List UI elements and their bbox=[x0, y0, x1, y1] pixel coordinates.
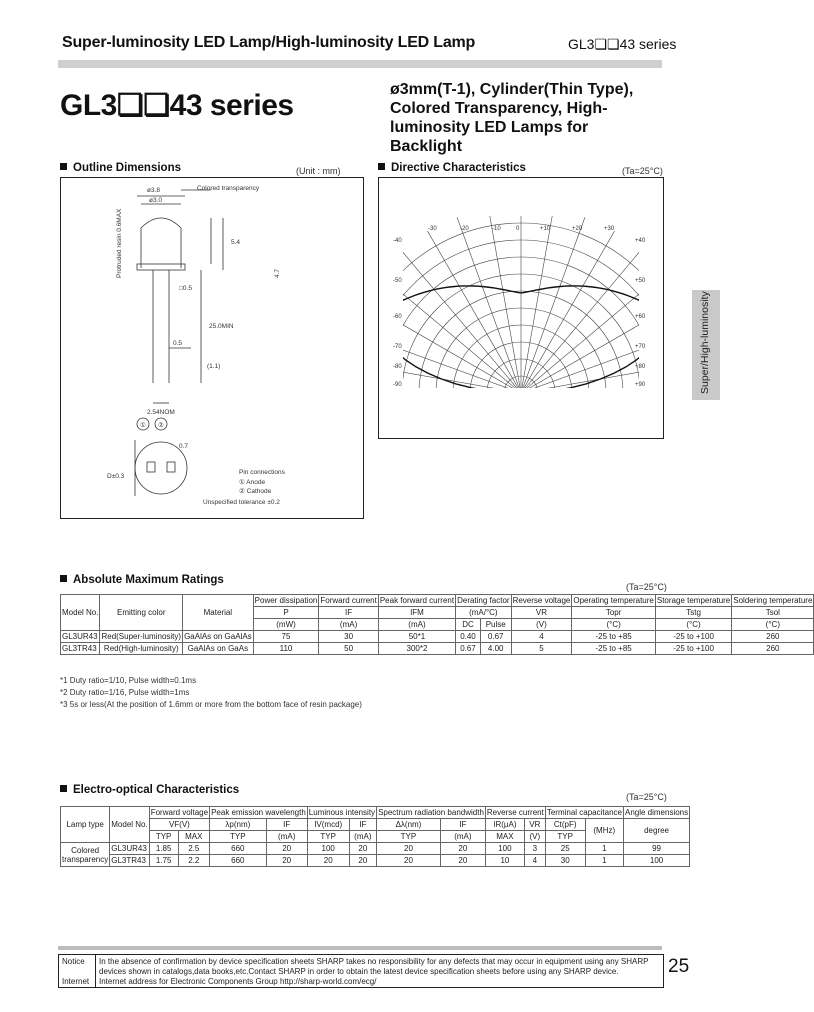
dim-label: 5.4 bbox=[231, 239, 241, 246]
pin-pad bbox=[147, 462, 155, 472]
th-if: IF bbox=[349, 819, 376, 831]
angle-label: -20 bbox=[460, 226, 469, 232]
table-row bbox=[61, 643, 814, 655]
th-peak: Peak forward current bbox=[379, 596, 455, 605]
polar-spoke bbox=[378, 273, 521, 393]
cell-opr: -25 to +85 bbox=[572, 631, 656, 643]
cell-lp: 660 bbox=[210, 855, 267, 867]
cell-fwd: 30 bbox=[319, 631, 378, 643]
th-typ: TYP bbox=[149, 831, 178, 843]
page-subtitle bbox=[390, 80, 660, 156]
cell-lamp-type bbox=[61, 843, 110, 867]
th-peak-sym: λp(nm) bbox=[210, 819, 267, 831]
pin-pad bbox=[167, 462, 175, 472]
pin-item: ① Anode bbox=[239, 479, 266, 486]
th-rev-sym: VR bbox=[511, 607, 572, 619]
th-vr: VR bbox=[524, 819, 545, 831]
cell-peak: 50*1 bbox=[378, 631, 455, 643]
th-fwd-sym: IF bbox=[319, 607, 378, 619]
directive-frame bbox=[378, 177, 664, 439]
angle-label: -80 bbox=[393, 364, 402, 370]
lamp-type-line: transparency bbox=[62, 854, 109, 864]
angle-label: -60 bbox=[393, 314, 402, 320]
th-fv: Forward voltage bbox=[150, 808, 209, 817]
th-opr-unit: (°C) bbox=[572, 619, 656, 631]
th-opr: Operating temperature bbox=[573, 596, 654, 605]
notice-text: In the absence of confirmation by device specification sheets SHARP takes no responsibility for any defects that may occur in equipment using any SHARP devices shown in catalogs,data books,etc.Contact SHARP in order to obtain the latest device specification sheets before using any SHARP device. bbox=[99, 957, 649, 976]
cell-lp-if: 20 bbox=[266, 855, 307, 867]
dim-label: ø3.8 bbox=[147, 187, 161, 194]
header-series: GL3❏❏43 series bbox=[568, 36, 677, 52]
cell-sol: 260 bbox=[732, 643, 814, 655]
th-typ: TYP bbox=[545, 831, 585, 843]
electro-heading: Electro-optical Characteristics bbox=[60, 784, 239, 796]
cell-ct: 30 bbox=[545, 855, 585, 867]
th-opr-sym: Topr bbox=[572, 607, 656, 619]
directive-heading: Directive Characteristics bbox=[378, 162, 526, 174]
th-typ: TYP bbox=[377, 831, 441, 843]
cell-stg: -25 to +100 bbox=[655, 643, 731, 655]
th-rev-unit: (V) bbox=[511, 619, 572, 631]
th-model: Model No. bbox=[110, 807, 149, 843]
angle-label: +50 bbox=[635, 278, 646, 284]
cell-model: GL3UR43 bbox=[110, 843, 149, 855]
side-tab-label: Super/High-luminosity bbox=[699, 291, 711, 394]
th-sol: Soldering temperature bbox=[733, 596, 813, 605]
angle-label: -50 bbox=[393, 278, 402, 284]
cell-sol: 260 bbox=[732, 631, 814, 643]
th-material: Material bbox=[183, 595, 254, 631]
th-fwd-unit: (mA) bbox=[319, 619, 378, 631]
note: *1 Duty ratio=1/10, Pulse width=0.1ms bbox=[60, 676, 197, 685]
note: *2 Duty ratio=1/16, Pulse width=1ms bbox=[60, 688, 190, 697]
cell-vf-typ: 1.75 bbox=[149, 855, 178, 867]
outline-frame bbox=[60, 177, 364, 519]
th-peak-unit: (mA) bbox=[378, 619, 455, 631]
th-power-unit: (mW) bbox=[253, 619, 319, 631]
angle-label: -70 bbox=[393, 344, 402, 350]
page-number: 25 bbox=[668, 956, 690, 977]
angle-label: -10 bbox=[492, 226, 501, 232]
cell-material: GaAlAs on GaAs bbox=[183, 643, 254, 655]
cell-vr: 4 bbox=[524, 855, 545, 867]
polar-chart bbox=[379, 178, 663, 438]
dim-label: 4.7 bbox=[274, 268, 281, 278]
abs-max-heading: Absolute Maximum Ratings bbox=[60, 574, 224, 586]
cell-material: GaAlAs on GaAlAs bbox=[184, 632, 252, 641]
directive-cond: (Ta=25°C) bbox=[622, 166, 663, 176]
th-if: IF bbox=[440, 819, 485, 831]
th-max: MAX bbox=[178, 831, 210, 843]
dim-label: D±0.3 bbox=[107, 473, 125, 480]
subtitle-line: Colored Transparency, High- bbox=[390, 100, 608, 117]
angle-label: +30 bbox=[604, 226, 615, 232]
cell-dl: 20 bbox=[377, 855, 441, 867]
lens-flange bbox=[137, 264, 185, 270]
abs-max-table bbox=[60, 594, 814, 655]
th-power-sym: P bbox=[253, 607, 319, 619]
cell-pulse: 4.00 bbox=[480, 643, 511, 655]
angle-label: -40 bbox=[393, 238, 402, 244]
pin-label: ① bbox=[140, 422, 146, 429]
th-max: MAX bbox=[485, 831, 524, 843]
th-rev: Reverse voltage bbox=[512, 596, 571, 605]
cell-iv-if: 20 bbox=[349, 843, 376, 855]
abs-max-cond: (Ta=25°C) bbox=[626, 582, 667, 592]
th-cap-sym: Ct(pF) bbox=[545, 819, 585, 831]
th-half: Angle dimensions bbox=[624, 808, 689, 817]
dim-label: 0.5 bbox=[173, 340, 183, 347]
th-rev-sym: IR(μA) bbox=[485, 819, 524, 831]
footer-box bbox=[58, 954, 664, 988]
cell-iv: 20 bbox=[307, 855, 349, 867]
th-lum-sym: IV(mcd) bbox=[307, 819, 349, 831]
th-power: Power dissipation bbox=[254, 596, 318, 605]
angle-label: +40 bbox=[635, 238, 646, 244]
cell-color: Red(High-luminosity) bbox=[100, 643, 183, 655]
cell-dl-if: 20 bbox=[440, 855, 485, 867]
th-stg-unit: (°C) bbox=[655, 619, 731, 631]
note: *3 5s or less(At the position of 1.6mm or more from the bottom face of resin package) bbox=[60, 700, 362, 709]
cell-model: GL3UR43 bbox=[61, 631, 100, 643]
th-pulse: Pulse bbox=[480, 619, 511, 631]
dim-label: Protruded resin 0.6MAX bbox=[116, 208, 123, 278]
outline-drawing bbox=[61, 178, 363, 518]
notice-label: Notice bbox=[62, 957, 85, 966]
th-lamp: Lamp type bbox=[61, 807, 110, 843]
dim-label: (1.1) bbox=[207, 363, 221, 370]
internet-label: Internet bbox=[62, 977, 90, 986]
th-half2: degree bbox=[623, 819, 689, 843]
electro-table bbox=[60, 806, 690, 867]
th-typ: TYP bbox=[210, 831, 267, 843]
side-tab bbox=[692, 290, 720, 400]
cell-ct: 25 bbox=[545, 843, 585, 855]
electro-cond: (Ta=25°C) bbox=[626, 792, 667, 802]
cell-fwd: 50 bbox=[319, 643, 378, 655]
th-lum: Luminous intensity bbox=[308, 808, 376, 817]
table-row bbox=[61, 855, 690, 867]
dim-label: Colored transparency bbox=[197, 185, 260, 192]
tolerance-note: Unspecified tolerance ±0.2 bbox=[203, 499, 280, 506]
subtitle-line: ø3mm(T-1), Cylinder(Thin Type), bbox=[390, 81, 634, 98]
th-typ: TYP bbox=[307, 831, 349, 843]
lens-outline bbox=[141, 218, 181, 268]
th-fwd: Forward current bbox=[320, 596, 377, 605]
cell-stg: -25 to +100 bbox=[655, 631, 731, 643]
th-spec-sym: Δλ(nm) bbox=[377, 819, 441, 831]
angle-label: +70 bbox=[635, 344, 646, 350]
table-row bbox=[61, 843, 690, 855]
cell-iv-if: 20 bbox=[349, 855, 376, 867]
dim-label: 25.0MIN bbox=[209, 323, 234, 330]
dim-label: 0.7 bbox=[179, 443, 189, 450]
lamp-type-line: Colored bbox=[71, 845, 100, 855]
cell-model: GL3TR43 bbox=[110, 855, 149, 867]
polar-grid bbox=[334, 206, 708, 563]
cell-opr: -25 to +85 bbox=[572, 643, 656, 655]
th-dc: DC bbox=[456, 619, 481, 631]
polar-spoke bbox=[345, 329, 521, 393]
cell-f: 1 bbox=[585, 843, 623, 855]
th-if: IF bbox=[266, 819, 307, 831]
dim-label: □0.5 bbox=[179, 285, 192, 292]
angle-label: +80 bbox=[635, 364, 646, 370]
th-mhz: (MHz) bbox=[585, 819, 623, 843]
cell-power: 75 bbox=[253, 631, 319, 643]
cell-pulse: 0.67 bbox=[480, 631, 511, 643]
pin-item: ② Cathode bbox=[239, 488, 272, 495]
th-if-unit: (mA) bbox=[349, 831, 376, 843]
th-peak-sym: IFM bbox=[378, 607, 455, 619]
cell-peak: 300*2 bbox=[378, 643, 455, 655]
th-vr-unit: (V) bbox=[524, 831, 545, 843]
th-cap: Terminal capacitance bbox=[546, 808, 622, 817]
cell-color: Red(Super-luminosity) bbox=[101, 632, 182, 641]
th-model: Model No. bbox=[61, 595, 100, 631]
th-rev: Reverse current bbox=[486, 808, 544, 817]
cell-dl-if: 20 bbox=[440, 843, 485, 855]
cell-f: 1 bbox=[585, 855, 623, 867]
angle-label: -90 bbox=[393, 382, 402, 388]
angle-label: 0 bbox=[516, 226, 520, 232]
cell-iv: 100 bbox=[307, 843, 349, 855]
pin-connections-title: Pin connections bbox=[239, 469, 285, 476]
cell-vf-max: 2.5 bbox=[178, 843, 210, 855]
cell-vr: 3 bbox=[524, 843, 545, 855]
cell-rev: 4 bbox=[511, 631, 572, 643]
angle-label: +10 bbox=[540, 226, 551, 232]
header-title: Super-luminosity LED Lamp/High-luminosity LED Lamp bbox=[62, 34, 476, 51]
subtitle-line: luminosity LED Lamps for Backlight bbox=[390, 119, 589, 155]
cell-deg: 100 bbox=[623, 855, 689, 867]
page-title: GL3❏❏43 series bbox=[60, 89, 294, 122]
th-sol-sym: Tsol bbox=[732, 607, 814, 619]
th-peak: Peak emission wavelength bbox=[211, 808, 306, 817]
cell-model: GL3TR43 bbox=[61, 643, 100, 655]
header-divider bbox=[58, 60, 662, 68]
cell-vf-typ: 1.85 bbox=[149, 843, 178, 855]
polar-spoke bbox=[521, 273, 664, 393]
angle-label: +60 bbox=[635, 314, 646, 320]
cell-dl: 20 bbox=[377, 843, 441, 855]
cell-lp: 660 bbox=[210, 843, 267, 855]
table-row bbox=[61, 631, 814, 643]
dim-label: 2.54NOM bbox=[147, 409, 175, 416]
th-fv-sym: VF(V) bbox=[149, 819, 209, 831]
footer-separator bbox=[95, 955, 96, 987]
th-if-unit: (mA) bbox=[266, 831, 307, 843]
footer-divider bbox=[58, 946, 662, 950]
cell-power: 110 bbox=[253, 643, 319, 655]
cell-ir: 10 bbox=[485, 855, 524, 867]
internet-text: Internet address for Electronic Components Group http://sharp-world.com/ecg/ bbox=[99, 977, 377, 986]
cell-dc: 0.67 bbox=[456, 643, 481, 655]
cell-ir: 100 bbox=[485, 843, 524, 855]
th-sol-unit: (°C) bbox=[732, 619, 814, 631]
angle-label: +20 bbox=[572, 226, 583, 232]
th-if-unit: (mA) bbox=[440, 831, 485, 843]
cell-deg: 99 bbox=[623, 843, 689, 855]
th-color: Emitting color bbox=[100, 595, 183, 631]
th-derating-unit: (mA/°C) bbox=[456, 607, 511, 619]
th-spec: Spectrum radiation bandwidth bbox=[378, 808, 484, 817]
cell-vf-max: 2.2 bbox=[178, 855, 210, 867]
polar-spoke bbox=[521, 329, 697, 393]
angle-label: +90 bbox=[635, 382, 646, 388]
cell-rev: 5 bbox=[511, 643, 572, 655]
dim-label: ø3.0 bbox=[149, 197, 163, 204]
angle-label: -30 bbox=[428, 226, 437, 232]
th-derating: Derating factor bbox=[457, 596, 510, 605]
th-stg-sym: Tstg bbox=[655, 607, 731, 619]
outline-heading: Outline Dimensions bbox=[60, 162, 181, 174]
pin-label: ② bbox=[158, 422, 164, 429]
cell-dc: 0.40 bbox=[456, 631, 481, 643]
cell-lp-if: 20 bbox=[266, 843, 307, 855]
th-stg: Storage temperature bbox=[656, 596, 731, 605]
outline-unit: (Unit : mm) bbox=[296, 166, 341, 176]
